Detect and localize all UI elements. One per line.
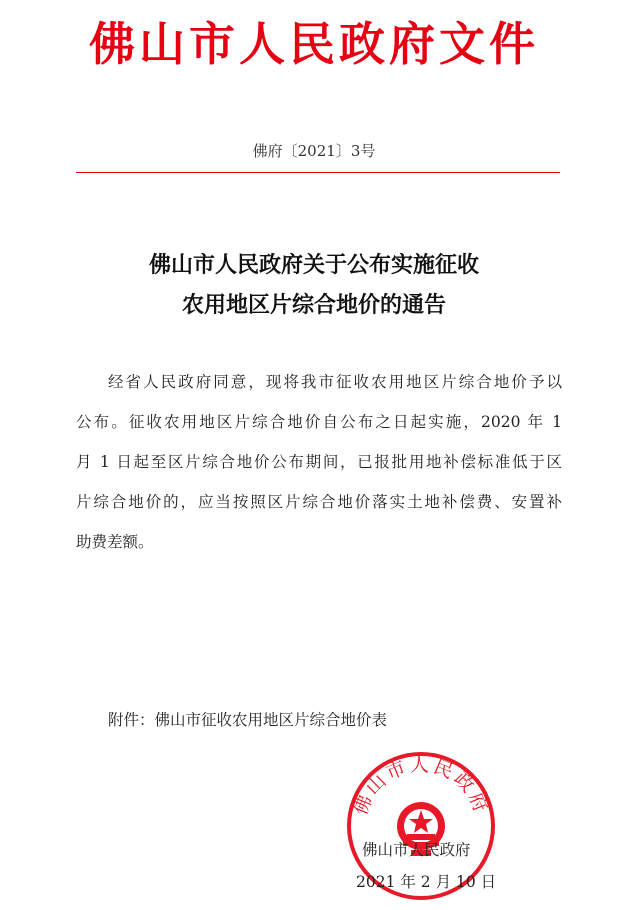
seal-text: 佛山市人民政府 — [349, 754, 493, 819]
attachment-note: 附件：佛山市征收农用地区片综合地价表 — [108, 711, 388, 729]
document-masthead: 佛山市人民政府文件 — [89, 17, 539, 71]
body-line: 月 1 日起至区片综合地价公布期间，已报批用地补偿标准低于区 — [76, 453, 562, 471]
body-line: 经省人民政府同意，现将我市征收农用地区片综合地价予以 — [108, 373, 562, 391]
title-line-1: 佛山市人民政府关于公布实施征收 — [148, 252, 479, 278]
body-line: 公布。征收农用地区片综合地价自公布之日起实施，2020 年 1 — [76, 413, 562, 431]
signature-organization: 佛山市人民政府 — [362, 841, 471, 859]
title-line-2: 农用地区片综合地价的通告 — [181, 292, 446, 318]
document-number: 佛府〔2021〕3号 — [252, 142, 376, 160]
signature-date: 2021 年 2 月 10 日 — [356, 873, 497, 891]
body-line: 助费差额。 — [76, 533, 154, 551]
body-line: 片综合地价的，应当按照区片综合地价落实土地补偿费、安置补 — [76, 493, 562, 511]
header-divider — [76, 172, 560, 173]
